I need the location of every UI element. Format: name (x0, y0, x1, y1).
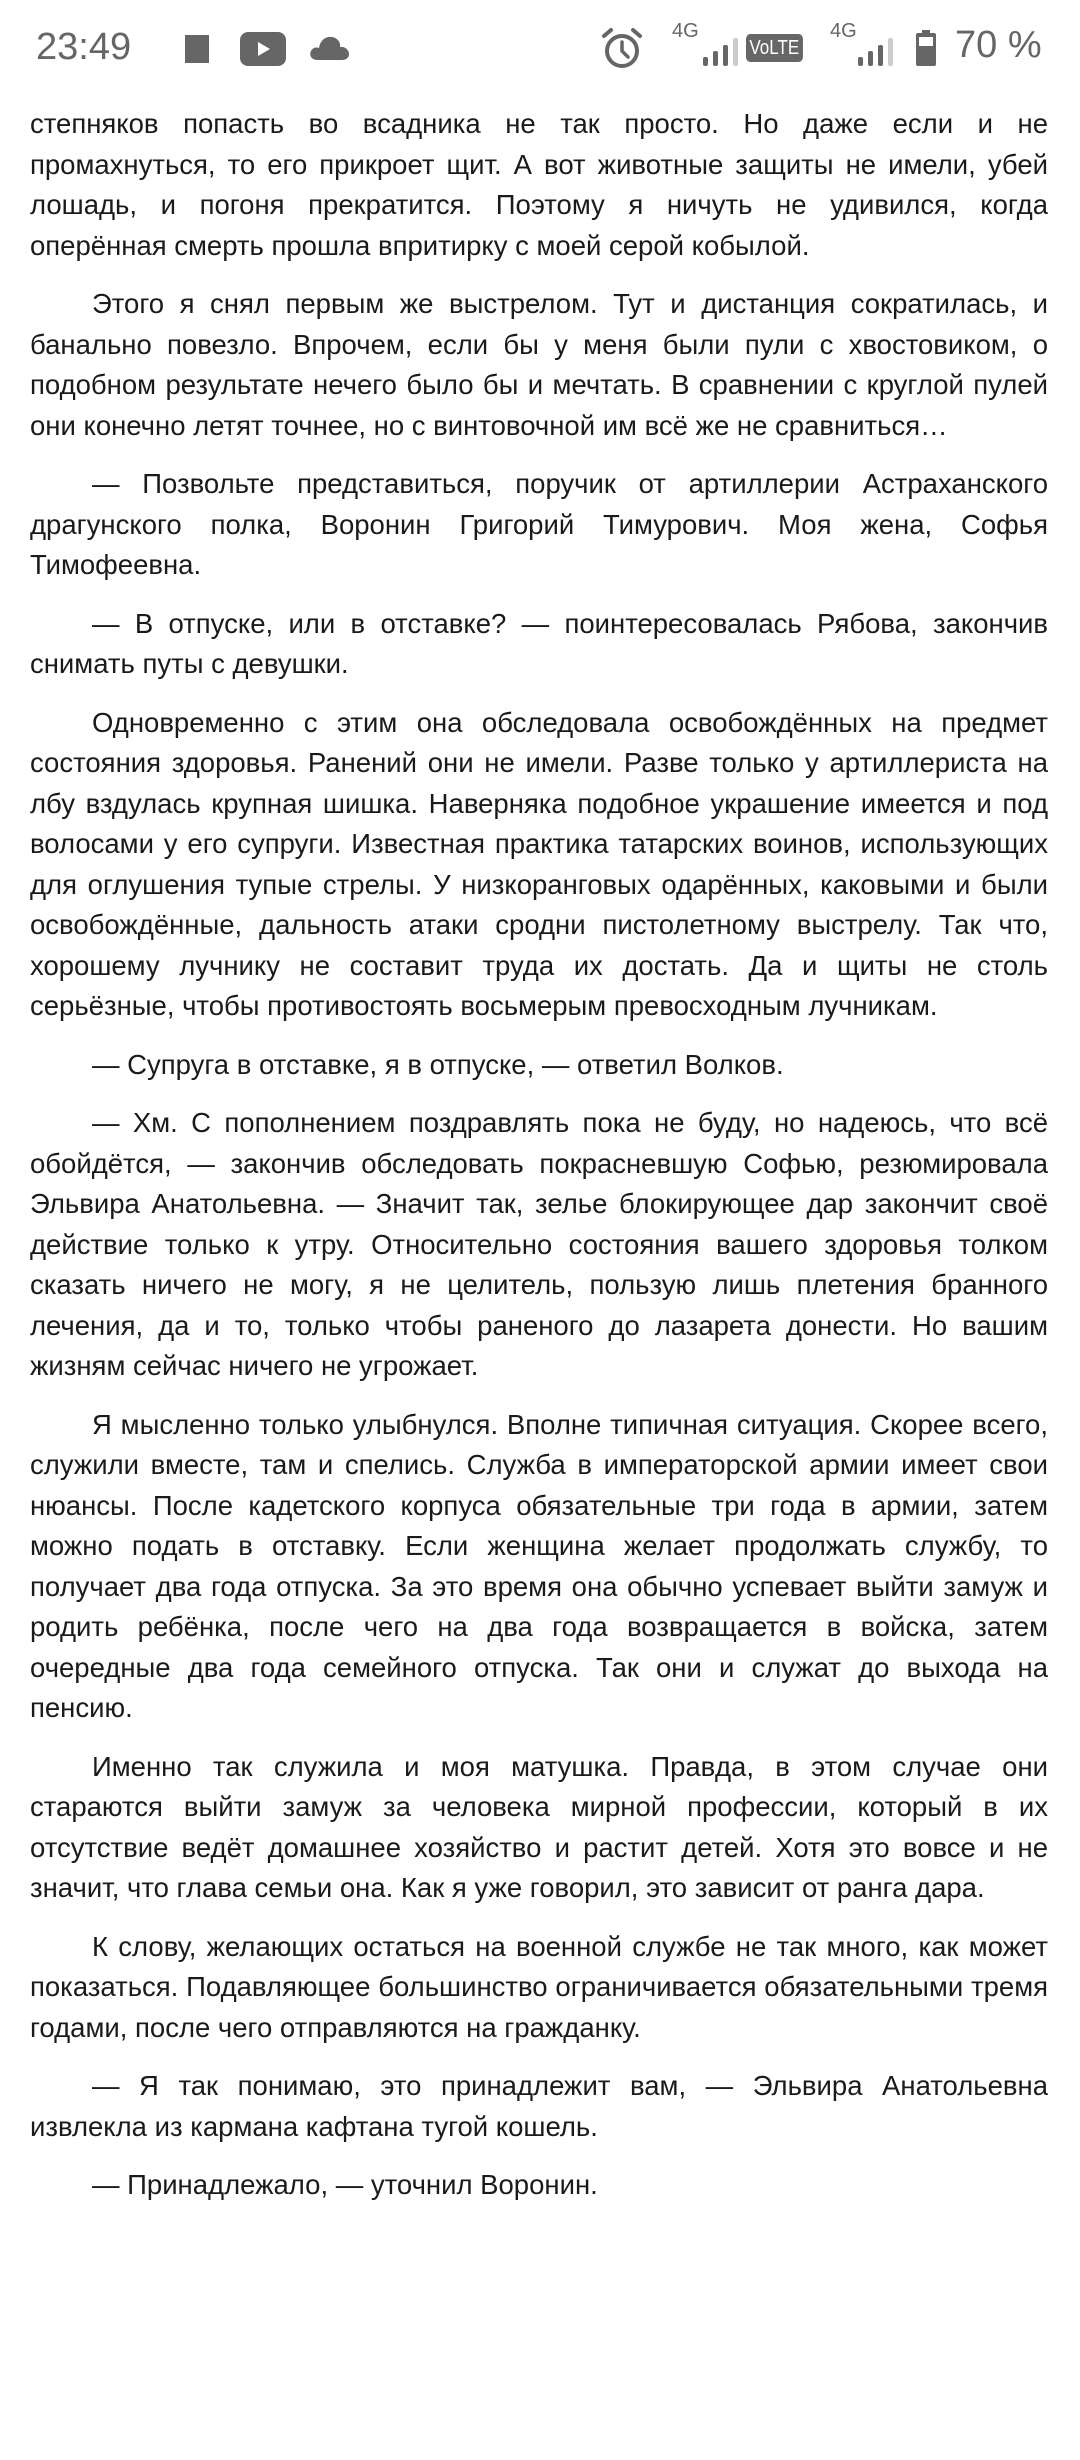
paragraph: — В отпуске, или в отставке? — поинтересовалась Рябова, закончив снимать путы с девушки. (30, 607, 1048, 679)
clock: 23:49 (36, 26, 132, 68)
cloud-icon (308, 34, 350, 60)
paragraph: Именно так служила и моя матушка. Правда, в этом случае они стараются выйти замуж за человека мирной профессии, который в их отсутствие ведёт домашнее хозяйство и растит детей. Хотя это вовсе и не значит, что глава семьи она. Как я уже говорил, это зависит от ранга дара. (30, 1750, 1048, 1903)
network-type-label-2: 4G (830, 20, 857, 42)
battery-percentage: 70 % (955, 24, 1042, 66)
paragraph: Этого я снял первым же выстрелом. Тут и дистанция сократилась, и банально повезло. Впрочем, если бы у меня были пули с хвостовиком, о подобном результате нечего было бы и мечтать. В сравнении с круглой пулей они конечно летят точнее, но с винтовочной им всё же не сравниться… (30, 288, 1048, 441)
paragraph: — Супруга в отставке, я в отпуске, — ответил Волков. (92, 1048, 784, 1080)
paragraph: степняков попасть во всадника не так просто. Но даже если и не промахнуться, то его прикроет щит. А вот животные защиты не имели, убей лошадь, и погоня прекратится. Поэтому я ничуть не удивился, когда оперённая смерть прошла впритирку с моей серой кобылой. (30, 108, 1048, 261)
network-type-label: 4G (672, 20, 699, 42)
status-bar (0, 0, 1080, 100)
paragraph: — Принадлежало, — уточнил Воронин. (92, 2169, 598, 2200)
paragraph: — Хм. С пополнением поздравлять пока не буду, но надеюсь, что всё обойдётся, — закончив обследовать покрасневшую Софью, резюмировала Эльвира Анатольевна. — Значит так, зелье блокирующее дар закончит своё действие только к утру. Относительно состояния вашего здоровья толком сказать ничего не могу, я не целитель, пользую лишь плетения бранного лечения, да и то, только чтобы раненого до лазарета донести. Но вашим жизням сейчас ничего не угрожает. (30, 1107, 1048, 1381)
alarm-icon (600, 26, 644, 70)
paragraph: К слову, желающих остаться на военной службе не так много, как может показаться. Подавляющее большинство ограничивается обязательными тремя годами, после чего отправляются на гражданку. (30, 1930, 1048, 2043)
paragraph: Я мысленно только улыбнулся. Вполне типичная ситуация. Скорее всего, служили вместе, там и спелись. Служба в императорской армии имеет свои нюансы. После кадетского корпуса обязательные три года в армии, затем можно подать в отставку. Если женщина желает продолжать службу, то получает два года отпуска. За это время она обычно успевает выйти замуж и родить ребёнка, после чего на два года возвращается в войска, затем очередные два года семейного отпуска. Так они и служат до выхода на пенсию. (30, 1408, 1048, 1723)
paragraph: Одновременно с этим она обследовала освобождённых на предмет состояния здоровья. Ранений они не имели. Разве только у артиллериста на лбу вздулась крупная шишка. Наверняка подобное украшение имеется и под волосами у его супруги. Известная практика татарских воинов, использующих для оглушения тупые стрелы. У низкоранговых одарённых, каковыми и были освобождённые, дальность атаки сродни пистолетному выстрелу. Так что, хорошему лучнику не составит труда их достать. Да и щиты не столь серьёзные, чтобы противостоять восьмерым превосходным лучникам. (30, 706, 1048, 1021)
stop-icon (185, 35, 209, 63)
youtube-icon (240, 32, 286, 66)
reader-text[interactable] (30, 104, 1048, 2224)
paragraph: — Позвольте представиться, поручик от артиллерии Астраханского драгунского полка, Воронин Григорий Тимурович. Моя жена, Софья Тимофеевна. (30, 468, 1048, 580)
signal-4g-icon (703, 42, 738, 66)
paragraph: — Я так понимаю, это принадлежит вам, — Эльвира Анатольевна извлекла из кармана кафтана тугой кошель. (30, 2070, 1048, 2142)
volte-icon: VoLTE (746, 34, 803, 62)
battery-icon (916, 30, 936, 66)
signal-4g-icon-2 (858, 42, 893, 66)
